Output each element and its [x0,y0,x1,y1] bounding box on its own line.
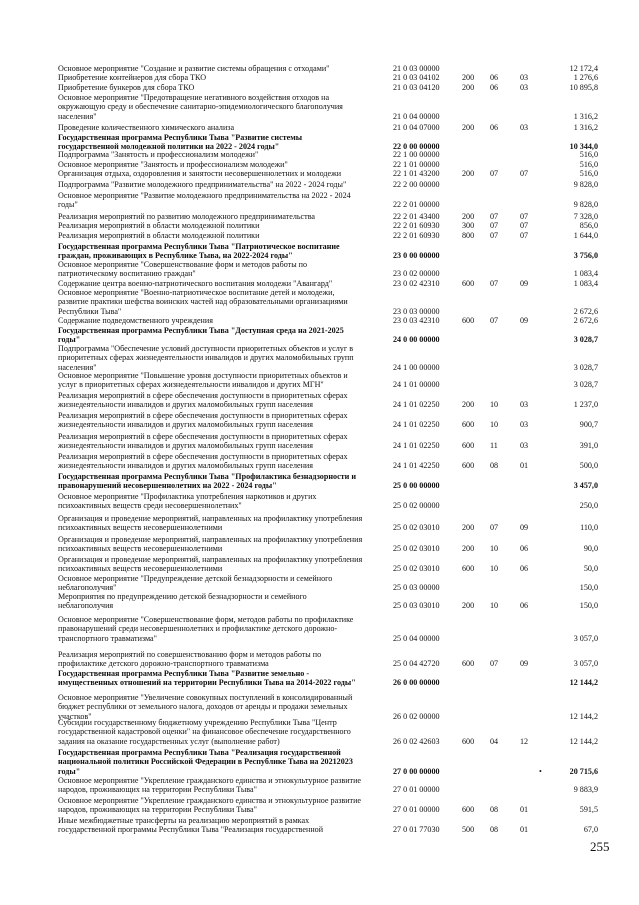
row-description: Государственная программа Республики Тыва "Доступная среда на 2021-2025 годы" [58,326,344,345]
row-description: Государственная программа Республики Тыва "Развитие системы государственной молодежной политики на 2022 - 2024 годы" [58,133,303,152]
row-code: 22 0 00 00000 [393,142,440,152]
row-amount: 10 344,0 [569,142,598,152]
row-amount: 150,0 [579,601,598,611]
row-description: Основное мероприятие "Совершенствование форм и методов работы по патриотическому воспитанию граждан" [58,260,308,279]
row-expense-type: 600 [462,805,475,815]
row-amount: 3 457,0 [573,481,598,491]
row-subsection: 09 [520,316,529,325]
row-expense-type: 200 [462,123,475,132]
row-amount: 3 028,7 [573,335,598,345]
margin-mark: • [539,767,542,776]
row-expense-type: 200 [462,601,475,611]
row-expense-type: 600 [462,659,475,669]
row-code: 24 1 01 02250 [393,420,440,430]
row-amount: 591,5 [579,805,598,815]
row-section: 10 [490,601,499,611]
row-subsection: 03 [520,83,529,92]
row-description: Основное мероприятие "Создание и развитие системы обращения с отходами" [58,64,330,73]
row-code: 24 1 01 00000 [393,380,440,390]
row-amount: 67,0 [583,825,598,835]
row-description: Подпрограмма "Развитие молодежного предпринимательства" на 2022 - 2024 годы" [58,180,347,189]
row-description: Реализация мероприятий в сфере обеспечения доступности в приоритетных сферах жизнедеятельности инвалидов и других маломобильных групп населения [58,391,348,410]
row-description: Государственная программа Республики Тыва "Развитие земельно - имущественных отношений на территории Республики Тыва на 2014-2022 годы" [58,669,356,688]
row-section: 07 [490,212,499,221]
row-code: 27 0 01 00000 [393,785,440,795]
row-amount: 10 895,8 [569,83,598,92]
row-amount: 1 237,0 [573,400,598,410]
row-code: 25 0 03 03010 [393,601,440,611]
row-code: 26 0 02 00000 [393,711,440,721]
row-description: Основное мероприятие "Укрепление гражданского единства и этнокультурное развитие народов, проживающих на территории Республики Тыва" [58,776,362,795]
row-subsection: 09 [520,523,529,533]
row-description: Организация и проведение мероприятий, направленных на профилактику употребления психоактивных веществ несовершеннолетними [58,555,363,574]
row-expense-type: 600 [462,736,475,746]
row-amount: 1 316,2 [573,123,598,132]
row-section: 07 [490,231,499,240]
row-amount: 516,0 [579,150,598,159]
row-code: 27 0 00 00000 [393,766,440,776]
row-amount: 3 057,0 [573,659,598,669]
row-description: Организация отдыха, оздоровления и занятости несовершеннолетних и молодежи [58,169,342,178]
row-code: 23 0 00 00000 [393,251,440,261]
row-expense-type: 300 [462,221,475,230]
row-section: 06 [490,83,499,92]
row-expense-type: 800 [462,231,475,240]
row-description: Содержание центра военно-патриотического воспитания молодежи "Авангард" [58,279,333,288]
row-code: 25 0 02 03010 [393,564,440,574]
row-amount: 7 328,0 [573,212,598,221]
row-code: 24 1 00 00000 [393,362,440,372]
row-description: Приобретение бункеров для сбора ТКО [58,83,195,92]
row-code: 21 0 03 00000 [393,64,440,73]
row-amount: 1 276,6 [573,73,598,82]
row-subsection: 07 [520,221,529,230]
row-subsection: 03 [520,400,529,410]
row-subsection: 06 [520,601,529,611]
row-code: 25 0 00 00000 [393,481,440,491]
row-code: 24 1 01 02250 [393,441,440,451]
row-section: 07 [490,169,499,178]
row-subsection: 01 [520,461,529,471]
row-section: 08 [490,825,499,835]
row-code: 26 0 00 00000 [393,678,440,688]
row-subsection: 07 [520,231,529,240]
row-expense-type: 200 [462,83,475,92]
row-section: 06 [490,73,499,82]
row-expense-type: 500 [462,825,475,835]
row-code: 25 0 02 03010 [393,523,440,533]
row-code: 25 0 02 03010 [393,544,440,554]
row-amount: 391,0 [579,441,598,451]
row-description: Государственная программа Республики Тыва "Профилактика безнадзорности и правонарушений несовершеннолетних на 2022 - 2024 годы" [58,472,356,491]
row-amount: 20 715,6 [569,766,598,776]
row-description: Подпрограмма "Занятость и профессионализм молодежи" [58,150,259,159]
page-number: 255 [590,839,610,854]
row-description: Основное мероприятие "Предупреждение детской безнадзорности и семейного неблагополучия" [58,574,333,593]
row-code: 27 0 01 00000 [393,805,440,815]
row-code: 24 1 01 02250 [393,400,440,410]
row-code: 23 0 03 42310 [393,316,440,325]
row-section: 04 [490,736,499,746]
row-expense-type: 200 [462,544,475,554]
row-description: Государственная программа Республики Тыва "Реализация государственной национальной политики Российской Федерации в Республике Тыва на 20212023 годы" [58,748,353,776]
row-code: 21 0 04 07000 [393,123,440,132]
row-section: 07 [490,279,499,288]
row-code: 25 0 03 00000 [393,583,440,593]
row-description: Основное мероприятие "Развитие молодежного предпринимательства на 2022 - 2024 годы" [58,191,351,210]
row-expense-type: 600 [462,441,475,451]
row-amount: 1 644,0 [573,231,598,240]
row-expense-type: 600 [462,461,475,471]
row-description: Государственная программа Республики Тыва "Патриотическое воспитание граждан, проживающих в Республике Тыва, на 2022-2024 годы" [58,242,340,261]
row-description: Основное мероприятие "Увеличение совокупных поступлений в консолидированный бюджет республики от земельного налога, доходов от аренды и продажи земельных участков" [58,693,353,721]
row-code: 27 0 01 77030 [393,825,440,835]
row-section: 10 [490,400,499,410]
row-amount: 3 028,7 [573,380,598,390]
row-subsection: 07 [520,212,529,221]
row-section: 06 [490,123,499,132]
row-section: 10 [490,544,499,554]
row-amount: 516,0 [579,160,598,169]
row-amount: 9 883,9 [573,785,598,795]
row-description: Организация и проведение мероприятий, направленных на профилактику употребления психоактивных веществ несовершеннолетними [58,535,363,554]
row-amount: 9 828,0 [573,180,598,189]
row-amount: 3 756,0 [573,251,598,261]
row-expense-type: 600 [462,564,475,574]
row-amount: 3 028,7 [573,362,598,372]
row-subsection: 09 [520,279,529,288]
row-description: Приобретение контейнеров для сбора ТКО [58,73,207,82]
row-expense-type: 200 [462,400,475,410]
row-section: 07 [490,221,499,230]
row-amount: 1 316,2 [573,111,598,121]
row-code: 22 2 01 60930 [393,221,440,230]
row-code: 23 0 03 00000 [393,306,440,316]
row-description: Реализация мероприятий по совершенствованию форм и методов работы по профилактике детского дорожно-транспортного травматизма [58,650,322,669]
row-description: Организация и проведение мероприятий, направленных на профилактику употребления психоактивных веществ несовершеннолетними [58,514,363,533]
row-code: 25 0 04 00000 [393,633,440,643]
row-amount: 50,0 [583,564,598,574]
row-amount: 12 144,2 [569,736,598,746]
row-description: Основное мероприятие "Занятость и профессионализм молодежи" [58,160,288,169]
row-code: 22 2 01 00000 [393,200,440,210]
row-section: 10 [490,420,499,430]
row-code: 22 2 01 60930 [393,231,440,240]
row-description: Реализация мероприятий в сфере обеспечения доступности в приоритетных сферах жизнедеятельности инвалидов и других маломобильных групп населения [58,432,348,451]
row-subsection: 07 [520,169,529,178]
row-description: Реализация мероприятий в сфере обеспечения доступности в приоритетных сферах жизнедеятельности инвалидов и других маломобильных групп населения [58,411,348,430]
row-section: 11 [490,441,498,451]
row-description: Основное мероприятие "Укрепление гражданского единства и этнокультурное развитие народов, проживающих на территории Республики Тыва" [58,796,362,815]
row-subsection: 01 [520,825,529,835]
row-code: 25 0 04 42720 [393,659,440,669]
row-section: 07 [490,316,499,325]
row-subsection: 03 [520,441,529,451]
row-code: 24 1 01 42250 [393,461,440,471]
row-amount: 856,0 [579,221,598,230]
row-description: Иные межбюджетные трансферты на реализацию мероприятий в рамках государственной программы Республики Тыва "Реализация государственной [58,816,324,835]
row-amount: 110,0 [580,523,598,533]
row-code: 21 0 04 00000 [393,111,440,121]
row-amount: 2 672,6 [573,306,598,316]
row-amount: 516,0 [579,169,598,178]
row-code: 21 0 03 04102 [393,73,440,82]
row-section: 08 [490,805,499,815]
row-amount: 2 672,6 [573,316,598,325]
row-expense-type: 600 [462,279,475,288]
row-description: Основное мероприятие "Военно-патриотическое воспитание детей и молодежи, развитие практики шефства воинских частей над образовательными организациями Республики Тыва" [58,288,348,316]
row-description: Реализация мероприятий по развитию молодежного предпринимательства [58,212,315,221]
row-code: 24 0 00 00000 [393,335,440,345]
row-description: Проведение количественного химического анализа [58,123,235,132]
row-subsection: 12 [520,736,529,746]
row-subsection: 09 [520,659,529,669]
row-description: Основное мероприятие "Профилактика употребления наркотиков и других психоактивных веществ среди несовершеннолетних" [58,492,317,511]
row-amount: 3 057,0 [573,633,598,643]
row-expense-type: 200 [462,212,475,221]
row-code: 26 0 02 42603 [393,736,440,746]
row-amount: 500,0 [579,461,598,471]
row-description: Основное мероприятие "Совершенствование форм, методов работы по профилактике правонарушений среди несовершеннолетних и профилактике детского дорожно- транспортного травматизма" [58,615,354,643]
row-subsection: 03 [520,420,529,430]
row-expense-type: 600 [462,316,475,325]
row-amount: 12 144,2 [569,678,598,688]
row-amount: 9 828,0 [573,200,598,210]
row-description: Субсидии государственному бюджетному учреждению Республики Тыва "Центр государственной кадастровой оценки" на финансовое обеспечение государственного задания на оказание государственных услуг (выполнение работ) [58,718,351,746]
row-subsection: 03 [520,123,529,132]
row-description: Мероприятия по предупреждению детской безнадзорности и семейного неблагополучия [58,592,307,611]
row-amount: 12 172,4 [569,64,598,73]
row-amount: 1 083,4 [573,269,598,279]
row-amount: 150,0 [579,583,598,593]
row-amount: 1 083,4 [573,279,598,288]
row-expense-type: 200 [462,73,475,82]
row-expense-type: 200 [462,169,475,178]
row-section: 10 [490,564,499,574]
row-description: Реализация мероприятий в области молодежной политики [58,231,260,240]
row-amount: 250,0 [579,501,598,511]
row-section: 08 [490,461,499,471]
row-description: Основное мероприятие "Предотвращение негативного воздействия отходов на окружающую среду и обеспечение санитарно-эпидемиологического благополучия населения" [58,93,343,121]
row-code: 23 0 02 00000 [393,269,440,279]
row-code: 25 0 02 00000 [393,501,440,511]
row-code: 22 1 01 00000 [393,160,440,169]
row-expense-type: 600 [462,420,475,430]
row-description: Содержание подведомственного учреждения [58,316,213,325]
row-subsection: 03 [520,73,529,82]
row-description: Реализация мероприятий в сфере обеспечения доступности в приоритетных сферах жизнедеятельности инвалидов и других маломобильных групп населения [58,452,348,471]
row-description: Подпрограмма "Обеспечение условий доступности приоритетных объектов и услуг в приоритетных сферах жизнедеятельности инвалидов и других маломобильных групп населения" [58,344,354,372]
row-subsection: 01 [520,805,529,815]
row-subsection: 06 [520,564,529,574]
row-amount: 900,7 [579,420,598,430]
row-code: 22 1 00 00000 [393,150,440,159]
row-description: Основное мероприятие "Повышение уровня доступности приоритетных объектов и услуг в приоритетных сферах жизнедеятельности инвалидов и других МГН" [58,371,348,390]
row-code: 21 0 03 04120 [393,83,440,92]
row-description: Реализация мероприятий в области молодежной политики [58,221,260,230]
row-subsection: 06 [520,544,529,554]
row-code: 22 2 01 43400 [393,212,440,221]
row-code: 22 1 01 43200 [393,169,440,178]
row-amount: 90,0 [583,544,598,554]
row-code: 22 2 00 00000 [393,180,440,189]
row-section: 07 [490,659,499,669]
row-section: 07 [490,523,499,533]
row-code: 23 0 02 42310 [393,279,440,288]
row-expense-type: 200 [462,523,475,533]
row-amount: 12 144,2 [569,711,598,721]
